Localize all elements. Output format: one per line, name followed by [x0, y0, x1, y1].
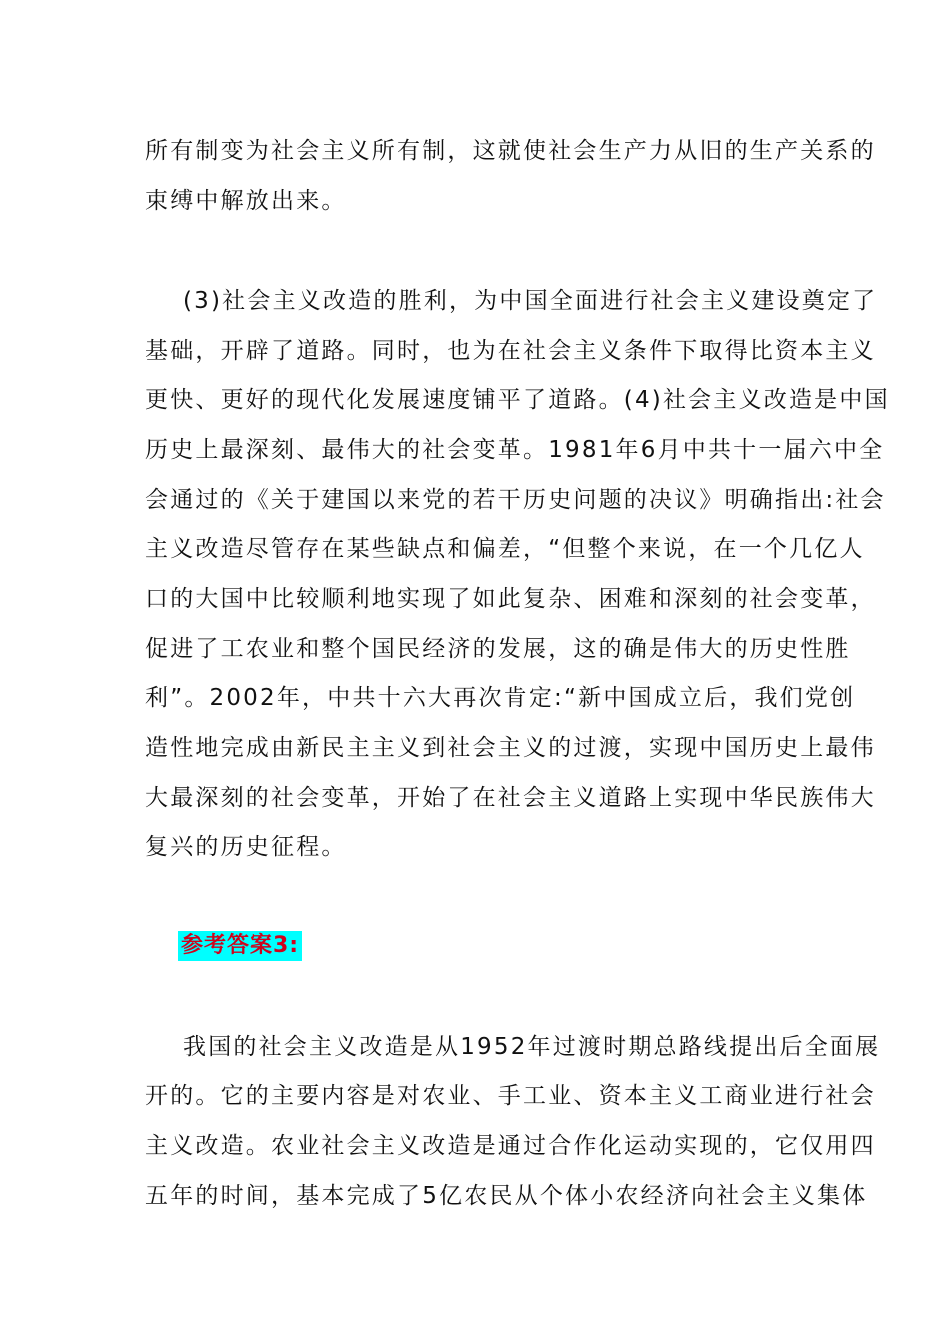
reference-answer-heading: 参考答案3:: [178, 931, 302, 961]
paragraph-2-line-11: 大最深刻的社会变革，开始了在社会主义道路上实现中华民族伟大: [145, 785, 876, 811]
paragraph-2-line-3: 更快、更好的现代化发展速度铺平了道路。(4)社会主义改造是中国: [145, 387, 890, 413]
paragraph-2-line-2: 基础，开辟了道路。同时，也为在社会主义条件下取得比资本主义: [145, 338, 876, 364]
paragraph-3-line-4: 五年的时间，基本完成了5亿农民从个体小农经济向社会主义集体: [145, 1183, 868, 1209]
paragraph-2-line-1: (3)社会主义改造的胜利，为中国全面进行社会主义建设奠定了: [183, 288, 878, 314]
paragraph-2-line-6: 主义改造尽管存在某些缺点和偏差，“但整个来说，在一个几亿人: [145, 536, 865, 562]
paragraph-3-line-1: 我国的社会主义改造是从1952年过渡时期总路线提出后全面展: [183, 1034, 881, 1060]
paragraph-2-line-7: 口的大国中比较顺利地实现了如此复杂、困难和深刻的社会变革，: [145, 586, 876, 612]
paragraph-1-line-2: 束缚中解放出来。: [145, 188, 347, 214]
paragraph-2-line-10: 造性地完成由新民主主义到社会主义的过渡，实现中国历史上最伟: [145, 735, 876, 761]
paragraph-3-line-3: 主义改造。农业社会主义改造是通过合作化运动实现的，它仅用四: [145, 1133, 876, 1159]
paragraph-2-line-8: 促进了工农业和整个国民经济的发展，这的确是伟大的历史性胜: [145, 636, 851, 662]
paragraph-1-line-1: 所有制变为社会主义所有制，这就使社会生产力从旧的生产关系的: [145, 138, 876, 164]
paragraph-2-line-12: 复兴的历史征程。: [145, 834, 347, 860]
paragraph-2-line-9: 利”。2002年，中共十六大再次肯定:“新中国成立后，我们党创: [145, 685, 856, 711]
paragraph-3-line-2: 开的。它的主要内容是对农业、手工业、资本主义工商业进行社会: [145, 1083, 876, 1109]
paragraph-2-line-4: 历史上最深刻、最伟大的社会变革。1981年6月中共十一届六中全: [145, 437, 885, 463]
paragraph-2-line-5: 会通过的《关于建国以来党的若干历史问题的决议》明确指出:社会: [145, 487, 886, 513]
